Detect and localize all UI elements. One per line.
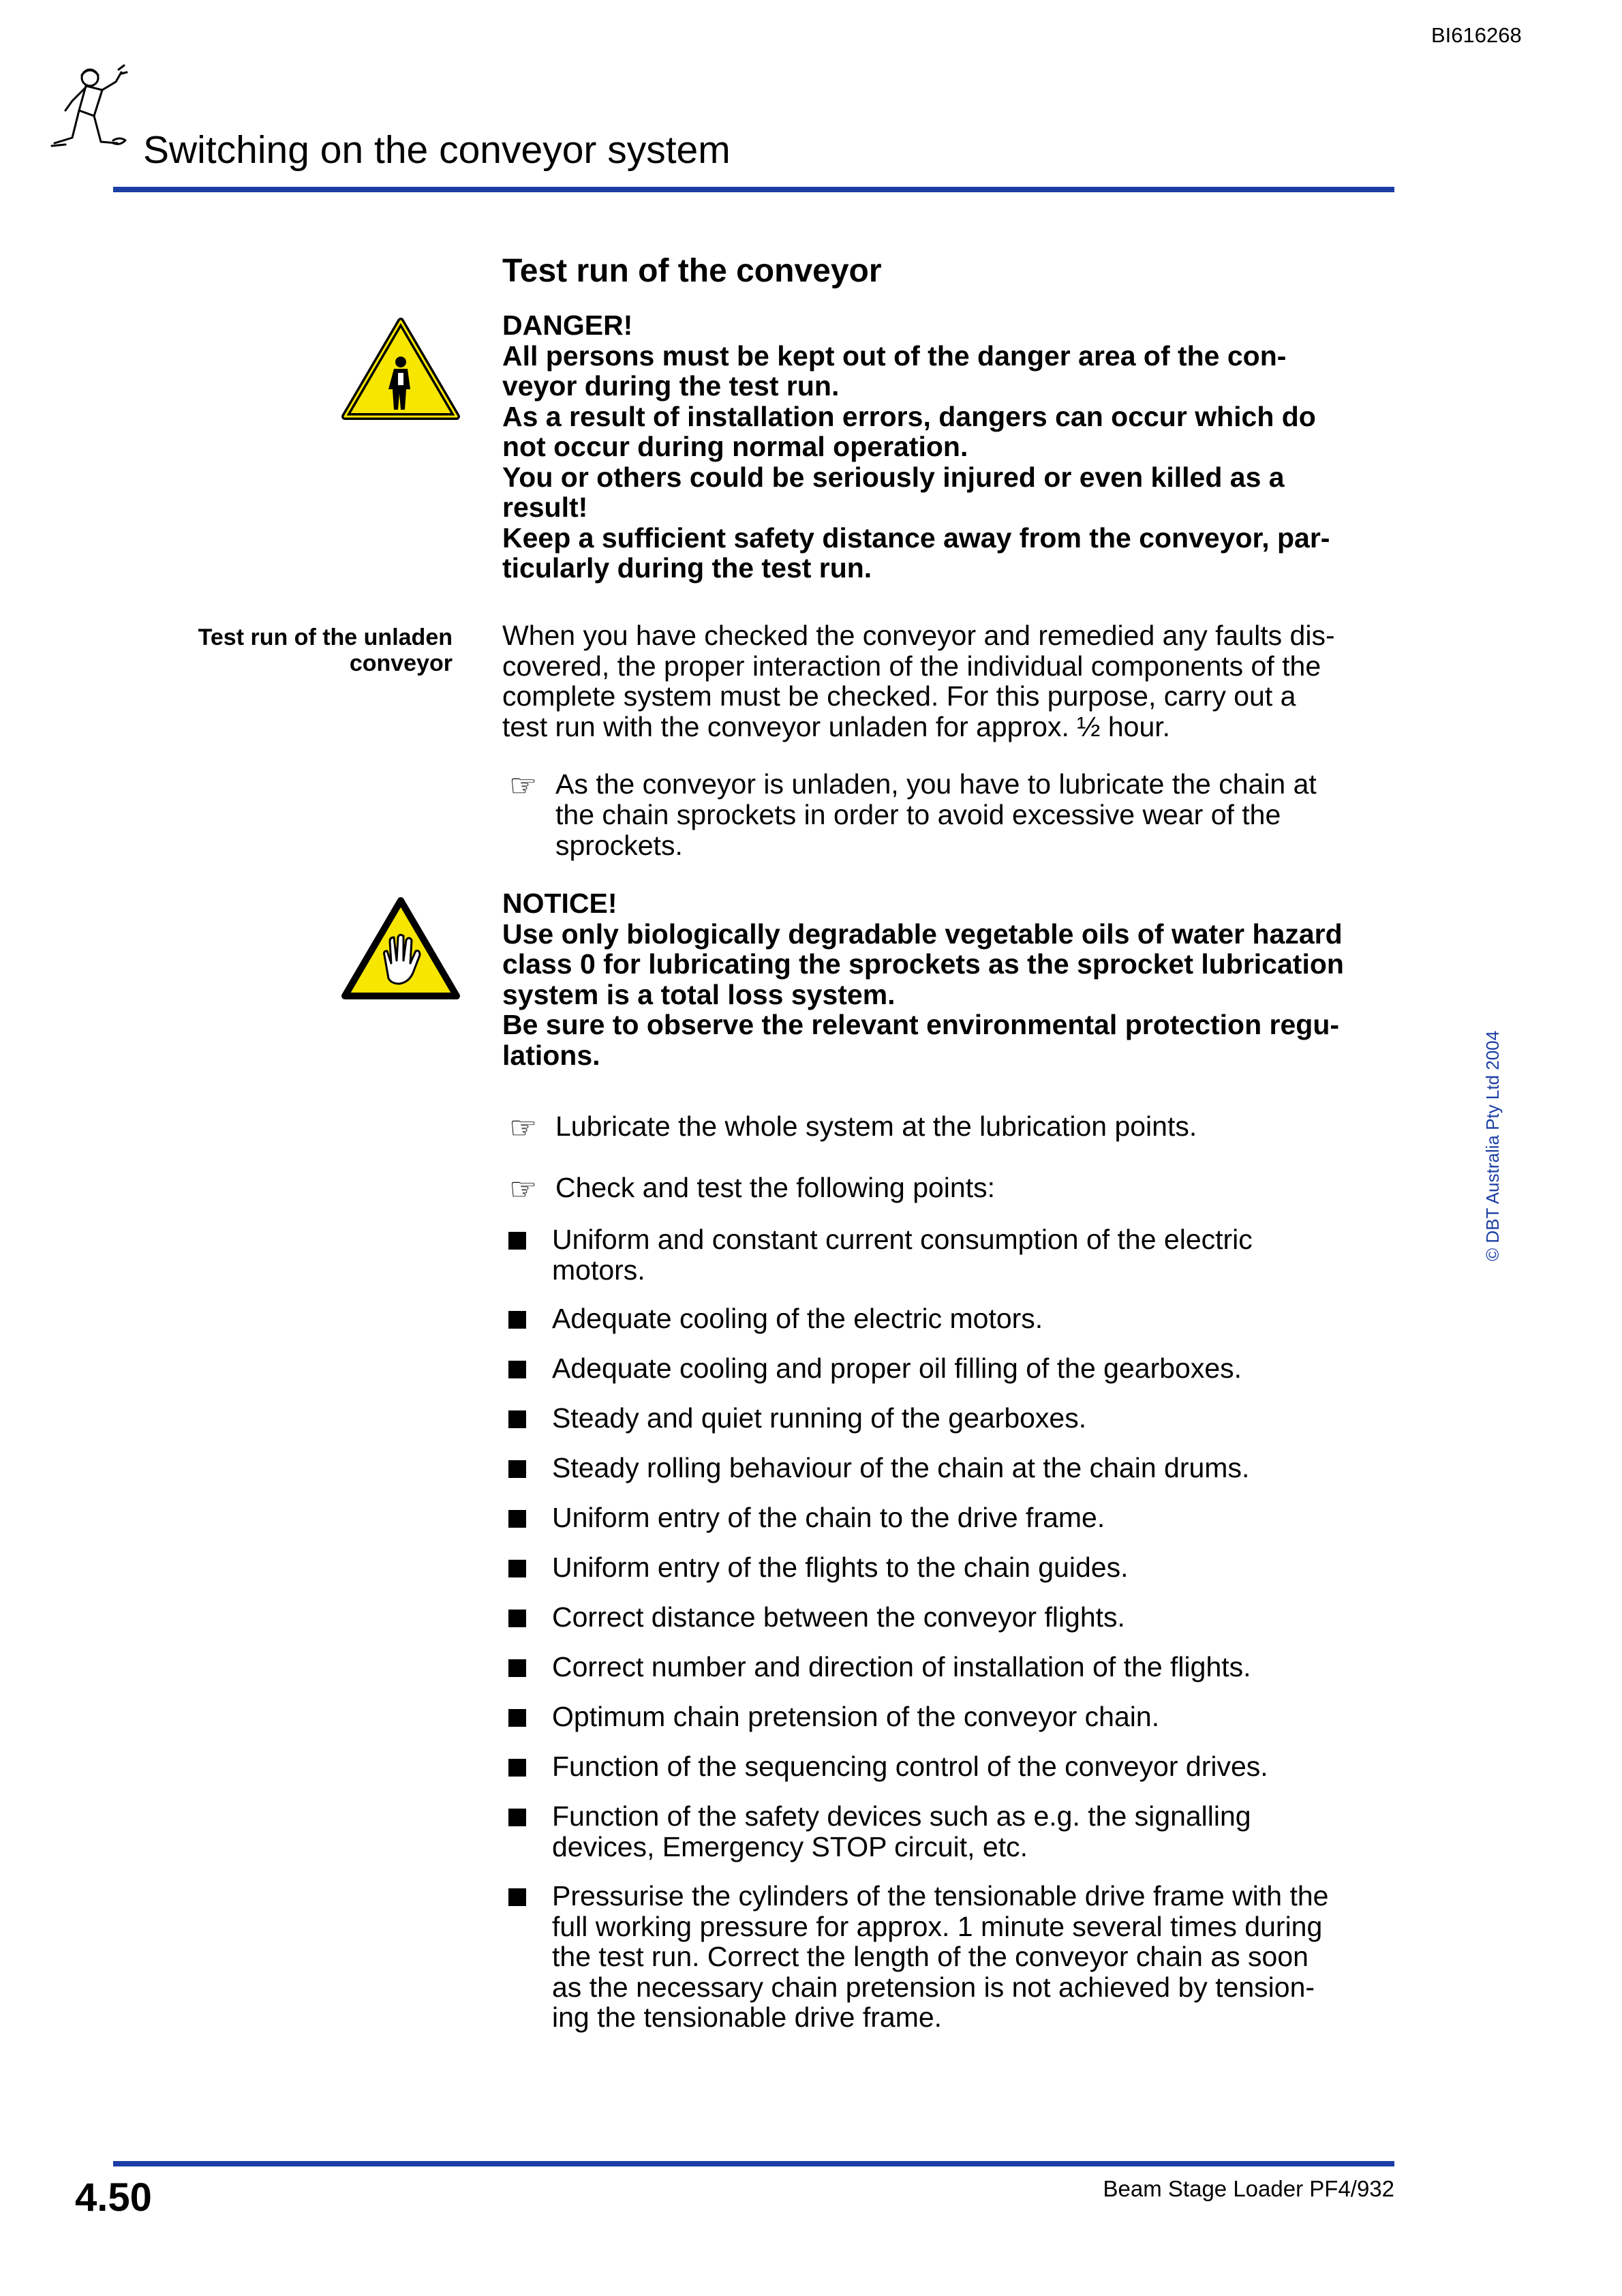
hint-line: sprockets.	[555, 830, 683, 861]
checklist-item: Uniform entry of the chain to the drive frame.	[552, 1502, 1105, 1533]
bullet-square-icon	[508, 1510, 526, 1528]
danger-line: result!	[502, 492, 588, 523]
danger-line: not occur during normal operation.	[502, 431, 968, 462]
checklist-line: devices, Emergency STOP circuit, etc.	[552, 1830, 1028, 1862]
bullet-square-icon	[508, 1809, 526, 1826]
checklist-item: Steady and quiet running of the gearboxes.	[552, 1402, 1087, 1434]
danger-line: You or others could be seriously injured or even killed as a	[502, 461, 1285, 493]
section-title: Test run of the conveyor	[502, 253, 882, 289]
checklist-line: Pressurise the cylinders of the tensionable drive frame with the	[552, 1880, 1329, 1912]
hint-check-points: Check and test the following points:	[555, 1172, 995, 1203]
notice-heading: NOTICE!	[502, 888, 617, 919]
bullet-square-icon	[508, 1311, 526, 1329]
intro-paragraph	[502, 620, 1395, 742]
checklist-item: Steady rolling behaviour of the chain at the chain drums.	[552, 1452, 1250, 1483]
notice-line: Use only biologically degradable vegetable oils of water hazard	[502, 918, 1343, 950]
bullet-square-icon	[508, 1560, 526, 1577]
bullet-square-icon	[508, 1759, 526, 1777]
pointing-hand-icon: ☞	[509, 768, 538, 803]
hint-lubricate-sprockets	[555, 769, 1317, 861]
hint-lubricate-system: Lubricate the whole system at the lubrication points.	[555, 1111, 1197, 1142]
worker-with-wrench-icon	[45, 63, 140, 172]
checklist-line: the test run. Correct the length of the conveyor chain as soon	[552, 1941, 1309, 1972]
bullet-square-icon	[508, 1610, 526, 1627]
page-title: Switching on the conveyor system	[143, 128, 731, 172]
danger-line: ticularly during the test run.	[502, 552, 872, 584]
header-rule	[113, 187, 1394, 192]
checklist-item: Correct distance between the conveyor flights.	[552, 1601, 1125, 1633]
danger-line: All persons must be kept out of the danger area of the con-	[502, 339, 1287, 372]
notice-line: system is a total loss system.	[502, 978, 896, 1010]
bullet-square-icon	[508, 1709, 526, 1727]
checklist-item: Adequate cooling and proper oil filling of the gearboxes.	[552, 1353, 1242, 1384]
checklist-item	[552, 1881, 1328, 2033]
document-id: BI616268	[1431, 23, 1522, 47]
danger-person-warning-icon	[341, 317, 461, 422]
hint-line: As the conveyor is unladen, you have to lubricate the chain at	[555, 768, 1317, 800]
notice-line: lations.	[502, 1039, 600, 1071]
notice-line: Be sure to observe the relevant environmental protection regu-	[502, 1009, 1340, 1040]
danger-line: veyor during the test run.	[502, 370, 840, 402]
margin-note	[153, 624, 453, 676]
checklist-line: Uniform and constant current consumption of the electric	[552, 1224, 1253, 1255]
notice-line: class 0 for lubricating the sprockets as the sprocket lubrication	[502, 948, 1344, 980]
bullet-square-icon	[508, 1361, 526, 1378]
bullet-square-icon	[508, 1888, 526, 1906]
danger-heading: DANGER!	[502, 309, 633, 341]
intro-line: complete system must be checked. For this purpose, carry out a	[502, 680, 1296, 712]
notice-hand-warning-icon	[341, 896, 461, 1001]
intro-line: test run with the conveyor unladen for approx. ½ hour.	[502, 710, 1171, 742]
margin-note-line: conveyor	[349, 650, 453, 676]
pointing-hand-icon: ☞	[509, 1110, 538, 1145]
footer-rule	[113, 2161, 1394, 2166]
checklist-line: ing the tensionable drive frame.	[552, 2002, 943, 2033]
danger-line: As a result of installation errors, dangers can occur which do	[502, 400, 1316, 432]
bullet-square-icon	[508, 1659, 526, 1677]
checklist-line: full working pressure for approx. 1 minute several times during	[552, 1910, 1323, 1942]
document-name: Beam Stage Loader PF4/932	[1103, 2176, 1394, 2201]
pointing-hand-icon: ☞	[509, 1171, 538, 1207]
checklist-item: Correct number and direction of installation of the flights.	[552, 1651, 1251, 1682]
intro-line: When you have checked the conveyor and remedied any faults dis-	[502, 620, 1335, 651]
intro-line: covered, the proper interaction of the individual components of the	[502, 650, 1321, 682]
checklist-line: Function of the safety devices such as e.g. the signalling	[552, 1800, 1251, 1832]
checklist-item	[552, 1224, 1253, 1285]
checklist-item: Uniform entry of the flights to the chain guides.	[552, 1552, 1129, 1583]
checklist-item: Function of the sequencing control of the conveyor drives.	[552, 1751, 1268, 1782]
checklist-line: motors.	[552, 1254, 645, 1286]
notice-block	[502, 888, 1395, 1070]
checklist-line: as the necessary chain pretension is not achieved by tension-	[552, 1971, 1315, 2003]
bullet-square-icon	[508, 1460, 526, 1478]
checklist-item	[552, 1801, 1251, 1862]
hint-line: the chain sprockets in order to avoid excessive wear of the	[555, 799, 1281, 830]
danger-block	[502, 310, 1395, 584]
page-number: 4.50	[75, 2175, 152, 2220]
copyright-notice: © DBT Australia Pty Ltd 2004	[1482, 1030, 1503, 1261]
bullet-square-icon	[508, 1410, 526, 1428]
checklist-item: Adequate cooling of the electric motors.	[552, 1303, 1043, 1334]
danger-line: Keep a sufficient safety distance away from the conveyor, par-	[502, 522, 1330, 554]
bullet-square-icon	[508, 1232, 526, 1250]
margin-note-line: Test run of the unladen	[198, 624, 453, 650]
checklist-item: Optimum chain pretension of the conveyor chain.	[552, 1701, 1160, 1732]
